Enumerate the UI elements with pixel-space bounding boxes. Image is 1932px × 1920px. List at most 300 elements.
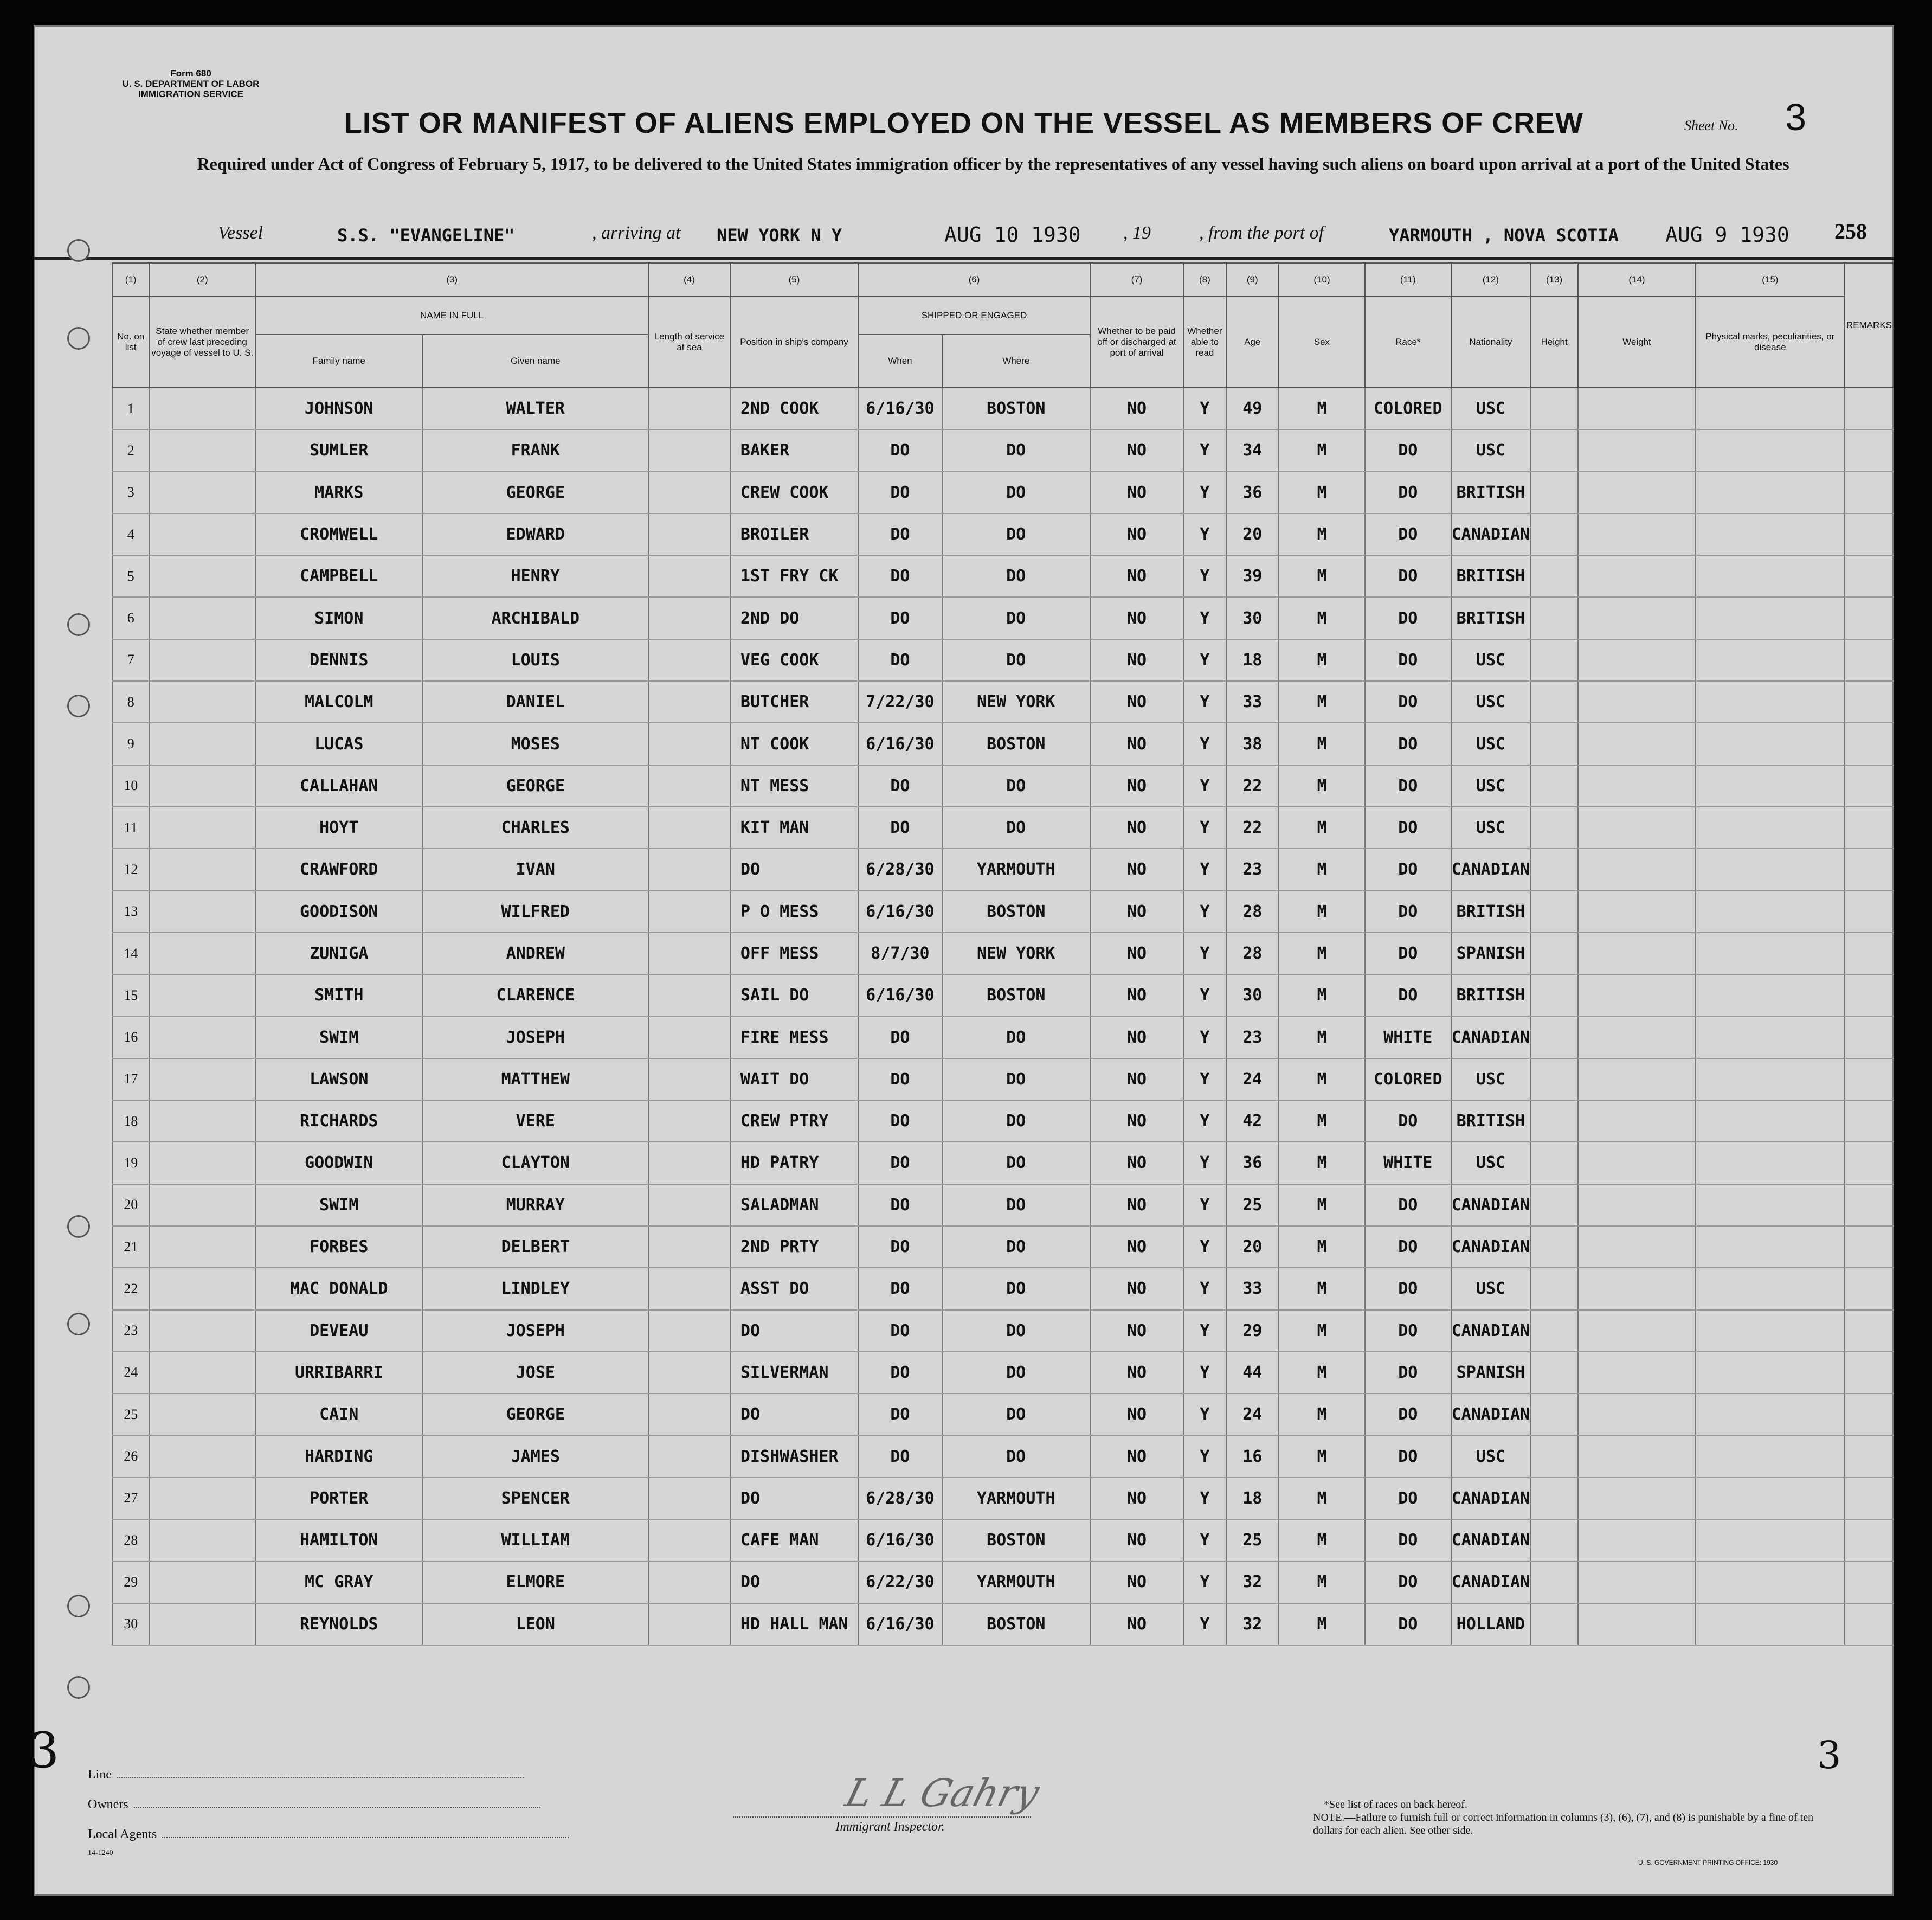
cell-height — [1530, 765, 1578, 807]
cell-remarks — [1845, 513, 1894, 555]
cell-marks — [1696, 597, 1845, 639]
cell-marks — [1696, 388, 1845, 429]
cell-paid: NO — [1090, 1310, 1183, 1352]
cell-where: DO — [942, 1352, 1090, 1394]
cell-weight — [1578, 1478, 1696, 1519]
cell-given: JOSEPH — [422, 1310, 648, 1352]
cell-nationality: BRITISH — [1451, 974, 1531, 1016]
cell-length — [648, 891, 730, 933]
cell-length — [648, 1184, 730, 1226]
cell-sex: M — [1279, 765, 1365, 807]
cell-position: CAFE MAN — [730, 1519, 858, 1561]
cell-no: 20 — [112, 1184, 149, 1226]
cell-where: BOSTON — [942, 974, 1090, 1016]
cell-marks — [1696, 1016, 1845, 1058]
cell-no: 2 — [112, 429, 149, 471]
cell-race: DO — [1365, 849, 1451, 890]
cell-age: 29 — [1226, 1310, 1279, 1352]
cell-read: Y — [1183, 1268, 1226, 1309]
cell-family: REYNOLDS — [255, 1603, 422, 1645]
cell-race: DO — [1365, 555, 1451, 597]
vessel-name: S.S. "EVANGELINE" — [337, 225, 515, 246]
cell-remarks — [1845, 1016, 1894, 1058]
cell-state — [149, 1435, 255, 1477]
owners-label: Owners — [88, 1797, 128, 1812]
cell-read: Y — [1183, 1142, 1226, 1184]
cell-height — [1530, 429, 1578, 471]
cell-race: DO — [1365, 1226, 1451, 1268]
cell-height — [1530, 849, 1578, 890]
cell-no: 4 — [112, 513, 149, 555]
cell-weight — [1578, 472, 1696, 513]
cell-remarks — [1845, 933, 1894, 974]
col-height: Height — [1530, 297, 1578, 388]
cell-read: Y — [1183, 891, 1226, 933]
arriving-port: NEW YORK N Y — [717, 225, 842, 246]
cell-length — [648, 1435, 730, 1477]
cell-state — [149, 974, 255, 1016]
cell-state — [149, 1478, 255, 1519]
cell-read: Y — [1183, 849, 1226, 890]
col-num-3: (3) — [255, 263, 648, 297]
cell-length — [648, 513, 730, 555]
cell-when: 6/16/30 — [858, 891, 942, 933]
cell-when: DO — [858, 1142, 942, 1184]
table-row — [112, 765, 1894, 807]
cell-given: ELMORE — [422, 1561, 648, 1603]
cell-state — [149, 807, 255, 849]
cell-remarks — [1845, 1352, 1894, 1394]
cell-position: 2ND COOK — [730, 388, 858, 429]
cell-weight — [1578, 891, 1696, 933]
cell-age: 33 — [1226, 1268, 1279, 1309]
cell-remarks — [1845, 723, 1894, 765]
cell-where: DO — [942, 1016, 1090, 1058]
cell-paid: NO — [1090, 597, 1183, 639]
cell-read: Y — [1183, 681, 1226, 723]
cell-nationality: BRITISH — [1451, 891, 1531, 933]
cell-family: URRIBARRI — [255, 1352, 422, 1394]
cell-no: 25 — [112, 1394, 149, 1435]
cell-given: SPENCER — [422, 1478, 648, 1519]
cell-state — [149, 849, 255, 890]
cell-given: CLAYTON — [422, 1142, 648, 1184]
cell-sex: M — [1279, 1310, 1365, 1352]
cell-weight — [1578, 1268, 1696, 1309]
cell-marks — [1696, 765, 1845, 807]
cell-when: DO — [858, 807, 942, 849]
binder-hole — [67, 1676, 90, 1699]
cell-nationality: USC — [1451, 1058, 1531, 1100]
cell-marks — [1696, 1310, 1845, 1352]
table-row — [112, 1519, 1894, 1561]
cell-nationality: CANADIAN — [1451, 1310, 1531, 1352]
table-row — [112, 1561, 1894, 1603]
table-row — [112, 1016, 1894, 1058]
col-sex: Sex — [1279, 297, 1365, 388]
cell-family: MARKS — [255, 472, 422, 513]
cell-read: Y — [1183, 639, 1226, 681]
cell-when: 6/16/30 — [858, 974, 942, 1016]
cell-paid: NO — [1090, 555, 1183, 597]
cell-paid: NO — [1090, 1603, 1183, 1645]
cell-weight — [1578, 723, 1696, 765]
cell-position: CREW PTRY — [730, 1100, 858, 1142]
cell-read: Y — [1183, 1561, 1226, 1603]
cell-age: 42 — [1226, 1100, 1279, 1142]
table-row — [112, 723, 1894, 765]
cell-position: SAIL DO — [730, 974, 858, 1016]
cell-family: LAWSON — [255, 1058, 422, 1100]
cell-sex: M — [1279, 1226, 1365, 1268]
cell-no: 16 — [112, 1016, 149, 1058]
cell-no: 19 — [112, 1142, 149, 1184]
cell-remarks — [1845, 1561, 1894, 1603]
cell-where: DO — [942, 807, 1090, 849]
cell-family: HARDING — [255, 1435, 422, 1477]
cell-when: DO — [858, 472, 942, 513]
cell-when: DO — [858, 1016, 942, 1058]
cell-no: 23 — [112, 1310, 149, 1352]
cell-read: Y — [1183, 1058, 1226, 1100]
line-label: Line — [88, 1768, 112, 1782]
cell-age: 18 — [1226, 1478, 1279, 1519]
table-row — [112, 1394, 1894, 1435]
cell-weight — [1578, 513, 1696, 555]
cell-height — [1530, 1016, 1578, 1058]
cell-given: LEON — [422, 1603, 648, 1645]
cell-given: ARCHIBALD — [422, 597, 648, 639]
col-num-8: (8) — [1183, 263, 1226, 297]
owners-underline — [134, 1807, 540, 1808]
cell-height — [1530, 1478, 1578, 1519]
cell-marks — [1696, 1394, 1845, 1435]
table-row — [112, 1435, 1894, 1477]
cell-when: DO — [858, 1435, 942, 1477]
cell-state — [149, 555, 255, 597]
cell-paid: NO — [1090, 1519, 1183, 1561]
cell-nationality: USC — [1451, 807, 1531, 849]
cell-position: HD PATRY — [730, 1142, 858, 1184]
cell-height — [1530, 1352, 1578, 1394]
cell-paid: NO — [1090, 681, 1183, 723]
cell-race: DO — [1365, 807, 1451, 849]
cell-marks — [1696, 513, 1845, 555]
cell-marks — [1696, 555, 1845, 597]
cell-height — [1530, 1561, 1578, 1603]
cell-marks — [1696, 1058, 1845, 1100]
cell-when: DO — [858, 1310, 942, 1352]
binder-hole — [67, 1215, 90, 1238]
cell-state — [149, 388, 255, 429]
cell-no: 22 — [112, 1268, 149, 1309]
col-num-13: (13) — [1530, 263, 1578, 297]
cell-position: SILVERMAN — [730, 1352, 858, 1394]
cell-age: 22 — [1226, 765, 1279, 807]
col-num-9: (9) — [1226, 263, 1279, 297]
col-age: Age — [1226, 297, 1279, 388]
cell-position: BAKER — [730, 429, 858, 471]
cell-paid: NO — [1090, 765, 1183, 807]
cell-family: ZUNIGA — [255, 933, 422, 974]
cell-where: DO — [942, 639, 1090, 681]
from-label: , from the port of — [1199, 223, 1324, 243]
table-row — [112, 597, 1894, 639]
cell-paid: NO — [1090, 1226, 1183, 1268]
col-length-of-service: Length of service at sea — [648, 297, 730, 388]
cell-where: DO — [942, 1142, 1090, 1184]
cell-read: Y — [1183, 807, 1226, 849]
cell-length — [648, 765, 730, 807]
cell-nationality: SPANISH — [1451, 1352, 1531, 1394]
cell-when: DO — [858, 765, 942, 807]
cell-paid: NO — [1090, 1352, 1183, 1394]
cell-paid: NO — [1090, 1016, 1183, 1058]
cell-paid: NO — [1090, 1268, 1183, 1309]
cell-position: BUTCHER — [730, 681, 858, 723]
cell-read: Y — [1183, 388, 1226, 429]
cell-height — [1530, 1226, 1578, 1268]
cell-where: DO — [942, 1268, 1090, 1309]
cell-read: Y — [1183, 1519, 1226, 1561]
cell-nationality: USC — [1451, 1268, 1531, 1309]
cell-read: Y — [1183, 1184, 1226, 1226]
cell-length — [648, 1058, 730, 1100]
table-row — [112, 1226, 1894, 1268]
cell-family: GOODISON — [255, 891, 422, 933]
cell-given: MOSES — [422, 723, 648, 765]
cell-height — [1530, 1435, 1578, 1477]
cell-marks — [1696, 891, 1845, 933]
cell-given: FRANK — [422, 429, 648, 471]
cell-height — [1530, 891, 1578, 933]
cell-age: 32 — [1226, 1561, 1279, 1603]
cell-race: DO — [1365, 1478, 1451, 1519]
cell-age: 36 — [1226, 472, 1279, 513]
cell-given: LOUIS — [422, 639, 648, 681]
cell-height — [1530, 1058, 1578, 1100]
cell-family: CALLAHAN — [255, 765, 422, 807]
cell-nationality: HOLLAND — [1451, 1603, 1531, 1645]
cell-sex: M — [1279, 1478, 1365, 1519]
cell-age: 20 — [1226, 513, 1279, 555]
cell-when: DO — [858, 639, 942, 681]
cell-nationality: CANADIAN — [1451, 1478, 1531, 1519]
cell-nationality: USC — [1451, 1142, 1531, 1184]
col-num-14: (14) — [1578, 263, 1696, 297]
cell-read: Y — [1183, 1310, 1226, 1352]
cell-marks — [1696, 849, 1845, 890]
cell-given: JAMES — [422, 1435, 648, 1477]
col-weight: Weight — [1578, 297, 1696, 388]
table-row — [112, 1100, 1894, 1142]
cell-where: DO — [942, 765, 1090, 807]
col-num-7: (7) — [1090, 263, 1183, 297]
cell-read: Y — [1183, 1226, 1226, 1268]
cell-given: EDWARD — [422, 513, 648, 555]
cell-race: DO — [1365, 472, 1451, 513]
cell-marks — [1696, 1519, 1845, 1561]
cell-where: DO — [942, 597, 1090, 639]
cell-length — [648, 1561, 730, 1603]
cell-paid: NO — [1090, 1478, 1183, 1519]
cell-when: 6/28/30 — [858, 849, 942, 890]
cell-given: GEORGE — [422, 1394, 648, 1435]
cell-marks — [1696, 1352, 1845, 1394]
cell-weight — [1578, 1226, 1696, 1268]
cell-nationality: SPANISH — [1451, 933, 1531, 974]
cell-family: RICHARDS — [255, 1100, 422, 1142]
cell-nationality: BRITISH — [1451, 472, 1531, 513]
cell-state — [149, 723, 255, 765]
cell-length — [648, 1352, 730, 1394]
cell-sex: M — [1279, 723, 1365, 765]
cell-read: Y — [1183, 933, 1226, 974]
cell-position: BROILER — [730, 513, 858, 555]
cell-state — [149, 1100, 255, 1142]
cell-when: DO — [858, 1058, 942, 1100]
cell-where: BOSTON — [942, 723, 1090, 765]
col-given-name: Given name — [422, 335, 648, 388]
cell-remarks — [1845, 765, 1894, 807]
cell-race: DO — [1365, 639, 1451, 681]
cell-remarks — [1845, 974, 1894, 1016]
cell-family: SMITH — [255, 974, 422, 1016]
form-code: 14-1240 — [88, 1849, 113, 1857]
cell-remarks — [1845, 1394, 1894, 1435]
cell-sex: M — [1279, 555, 1365, 597]
cell-height — [1530, 639, 1578, 681]
col-race: Race* — [1365, 297, 1451, 388]
cell-state — [149, 1226, 255, 1268]
cell-family: DENNIS — [255, 639, 422, 681]
form-number: Form 680 — [170, 68, 211, 79]
cell-when: DO — [858, 429, 942, 471]
binder-hole — [67, 695, 90, 717]
cell-weight — [1578, 597, 1696, 639]
cell-height — [1530, 1603, 1578, 1645]
col-num-1: (1) — [112, 263, 149, 297]
cell-nationality: USC — [1451, 388, 1531, 429]
cell-paid: NO — [1090, 639, 1183, 681]
col-num-5: (5) — [730, 263, 858, 297]
col-able-to-read: Whether able to read — [1183, 297, 1226, 388]
cell-where: DO — [942, 1394, 1090, 1435]
cell-read: Y — [1183, 555, 1226, 597]
table-row — [112, 1310, 1894, 1352]
cell-nationality: USC — [1451, 1435, 1531, 1477]
cell-given: MURRAY — [422, 1184, 648, 1226]
owners-field — [88, 1790, 569, 1820]
cell-age: 25 — [1226, 1184, 1279, 1226]
table-row — [112, 513, 1894, 555]
col-num-2: (2) — [149, 263, 255, 297]
table-row — [112, 891, 1894, 933]
cell-given: CLARENCE — [422, 974, 648, 1016]
cell-nationality: CANADIAN — [1451, 1394, 1531, 1435]
col-where: Where — [942, 335, 1090, 388]
cell-length — [648, 555, 730, 597]
cell-nationality: BRITISH — [1451, 597, 1531, 639]
cell-race: DO — [1365, 1603, 1451, 1645]
cell-sex: M — [1279, 388, 1365, 429]
handwritten-sheet-mark-left: 3 — [28, 1722, 60, 1779]
binder-hole — [67, 1313, 90, 1335]
cell-weight — [1578, 933, 1696, 974]
footer-fields — [88, 1760, 569, 1857]
cell-read: Y — [1183, 1435, 1226, 1477]
cell-remarks — [1845, 807, 1894, 849]
binder-hole — [67, 1595, 90, 1617]
cell-sex: M — [1279, 849, 1365, 890]
cell-weight — [1578, 429, 1696, 471]
cell-when: 6/16/30 — [858, 1603, 942, 1645]
local-agents-field — [88, 1820, 569, 1850]
cell-remarks — [1845, 1058, 1894, 1100]
cell-when: 7/22/30 — [858, 681, 942, 723]
cell-given: JOSEPH — [422, 1016, 648, 1058]
cell-sex: M — [1279, 1603, 1365, 1645]
col-when: When — [858, 335, 942, 388]
cell-when: DO — [858, 1100, 942, 1142]
cell-weight — [1578, 1435, 1696, 1477]
vessel-label: Vessel — [218, 223, 263, 243]
cell-when: 6/28/30 — [858, 1478, 942, 1519]
col-num-6: (6) — [858, 263, 1090, 297]
table-row — [112, 681, 1894, 723]
cell-age: 49 — [1226, 388, 1279, 429]
cell-state — [149, 1603, 255, 1645]
cell-given: MATTHEW — [422, 1058, 648, 1100]
cell-age: 38 — [1226, 723, 1279, 765]
cell-read: Y — [1183, 1478, 1226, 1519]
col-position: Position in ship's company — [730, 297, 858, 388]
cell-paid: NO — [1090, 807, 1183, 849]
cell-sex: M — [1279, 1268, 1365, 1309]
cell-where: BOSTON — [942, 1603, 1090, 1645]
cell-marks — [1696, 1435, 1845, 1477]
cell-family: CAMPBELL — [255, 555, 422, 597]
cell-no: 15 — [112, 974, 149, 1016]
inspector-signature: L L Gahry — [841, 1771, 1045, 1815]
cell-no: 28 — [112, 1519, 149, 1561]
form-identifier — [110, 68, 272, 99]
cell-position: VEG COOK — [730, 639, 858, 681]
cell-sex: M — [1279, 974, 1365, 1016]
cell-race: DO — [1365, 597, 1451, 639]
cell-marks — [1696, 639, 1845, 681]
cell-marks — [1696, 472, 1845, 513]
cell-where: DO — [942, 1184, 1090, 1226]
cell-weight — [1578, 1142, 1696, 1184]
cell-given: GEORGE — [422, 765, 648, 807]
cell-age: 30 — [1226, 597, 1279, 639]
cell-age: 18 — [1226, 639, 1279, 681]
cell-position: FIRE MESS — [730, 1016, 858, 1058]
cell-when: 8/7/30 — [858, 933, 942, 974]
cell-remarks — [1845, 1226, 1894, 1268]
cell-race: DO — [1365, 1561, 1451, 1603]
cell-age: 23 — [1226, 849, 1279, 890]
cell-paid: NO — [1090, 723, 1183, 765]
crew-manifest-table — [112, 262, 1894, 1646]
cell-height — [1530, 1310, 1578, 1352]
cell-nationality: BRITISH — [1451, 555, 1531, 597]
cell-read: Y — [1183, 765, 1226, 807]
cell-where: BOSTON — [942, 1519, 1090, 1561]
table-row — [112, 472, 1894, 513]
cell-remarks — [1845, 1519, 1894, 1561]
